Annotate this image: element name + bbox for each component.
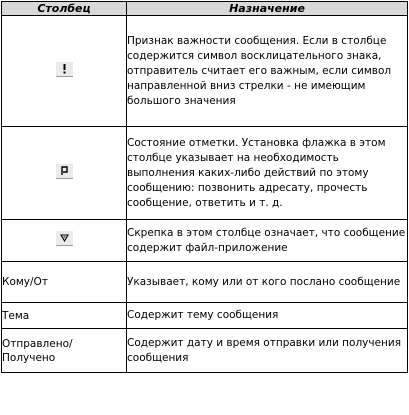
paperclip-attachment-icon [56, 231, 73, 246]
column-cell: Кому/От [2, 262, 127, 303]
exclamation-importance-icon [56, 62, 73, 77]
description-cell: Скрепка в этом столбце означает, что сообщение содержит файл-приложение [127, 220, 408, 262]
column-cell: Отправлено/ Получено [2, 329, 127, 373]
column-cell: Тема [2, 303, 127, 329]
table-row [2, 16, 408, 127]
table-row [2, 262, 408, 303]
description-cell: Содержит тему сообщения [127, 303, 408, 329]
description-cell: Содержит дату и время отправки или получения сообщения [127, 329, 408, 373]
description-cell: Состояние отметки. Установка флажка в этом столбце указывает на необходимость выполнения каких-либо действий по этому сообщению: позвонить адресату, прочесть сообщение, ответить и т. д. [127, 127, 408, 220]
table-row [2, 329, 408, 373]
header-column: Столбец [2, 2, 127, 16]
description-cell: Признак важности сообщения. Если в столбце содержится символ восклицательного знака, отправитель считает его важным, если символ направленной вниз стрелки - не имеющим большого значения [127, 16, 408, 127]
flag-status-icon [56, 164, 73, 179]
description-cell: Указывает, кому или от кого послано сообщение [127, 262, 408, 303]
table-row [2, 220, 408, 262]
table-row [2, 303, 408, 329]
table-row [2, 127, 408, 220]
column-cell [2, 220, 127, 262]
column-cell [2, 127, 127, 220]
column-cell [2, 16, 127, 127]
message-columns-table [1, 1, 408, 373]
header-purpose: Назначение [127, 2, 408, 16]
table-header-row [2, 2, 408, 16]
